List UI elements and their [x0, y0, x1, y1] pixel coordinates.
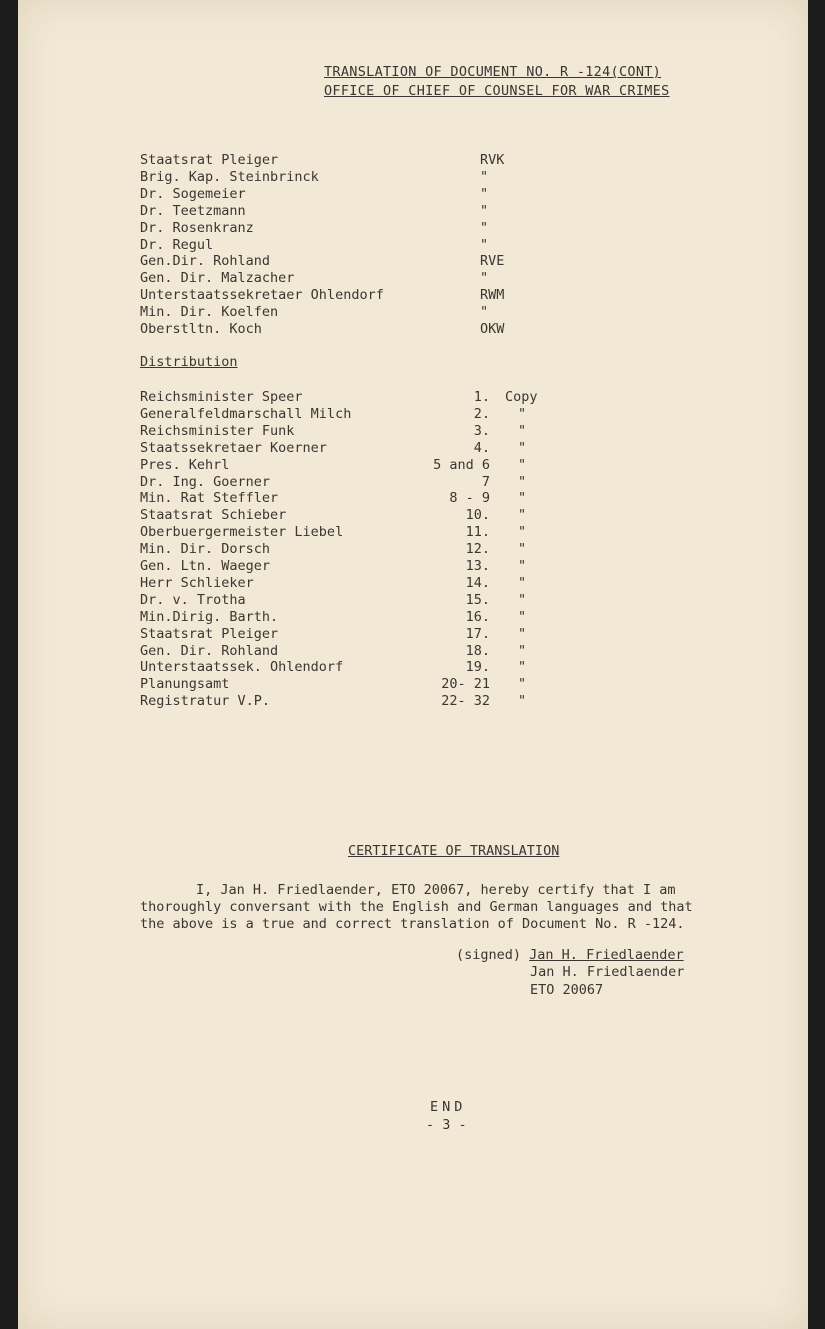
copy-number: 17.: [465, 625, 490, 642]
translator-name: Jan H. Friedlaender: [530, 964, 685, 980]
copy-number: 14.: [465, 574, 490, 591]
certificate-title: CERTIFICATE OF TRANSLATION: [348, 843, 560, 859]
recipient-name: Reichsminister Funk: [140, 422, 295, 439]
copy-number: 15.: [465, 591, 490, 608]
copy-label: ": [518, 558, 527, 574]
copy-label: ": [518, 693, 527, 710]
attendee-name: Gen.Dir. Rohland: [140, 253, 271, 270]
certificate-line-1: I, Jan H. Friedlaender, ETO 20067, hereby certify that I am: [196, 882, 676, 898]
certificate-line-2: thoroughly conversant with the English and German languages and that: [140, 899, 693, 915]
copy-label: Copy: [505, 389, 538, 405]
attendee-org: ": [480, 185, 489, 202]
recipient-name: Gen. Dir. Rohland: [140, 642, 279, 659]
copy-label: ": [518, 676, 527, 693]
attendee-org: ": [480, 270, 489, 287]
copy-number: 11.: [465, 524, 490, 541]
attendee-name: Oberstltn. Koch: [140, 321, 262, 337]
copy-number: 12.: [465, 541, 490, 558]
signed-name: Jan H. Friedlaender: [529, 947, 684, 963]
copy-label: ": [518, 473, 527, 490]
page-number: - 3 -: [426, 1117, 467, 1133]
recipient-name: Herr Schlieker: [140, 574, 254, 591]
attendee-name: Dr. Rosenkranz: [140, 219, 254, 236]
copy-label: ": [518, 490, 527, 507]
copy-label: ": [518, 439, 527, 456]
copy-label: ": [518, 608, 527, 625]
copy-label: ": [518, 659, 527, 676]
attendee-name: Unterstaatssekretaer Ohlendorf: [140, 287, 384, 304]
attendee-org: ": [480, 202, 489, 219]
recipient-name: Staatsrat Pleiger: [140, 625, 279, 642]
recipient-name: Reichsminister Speer: [140, 389, 303, 405]
header-office: OFFICE OF CHIEF OF COUNSEL FOR WAR CRIMES: [324, 83, 670, 99]
copy-label: ": [518, 422, 527, 439]
attendee-org: ": [480, 304, 489, 321]
copy-number: 10.: [465, 507, 490, 524]
copy-number: 2.: [473, 405, 490, 422]
attendee-name: Dr. Sogemeier: [140, 185, 246, 202]
attendee-org: ": [480, 236, 489, 253]
copy-number: 19.: [465, 659, 490, 676]
copy-number: 13.: [465, 558, 490, 574]
attendee-name: Brig. Kap. Steinbrinck: [140, 168, 319, 185]
copy-label: ": [518, 625, 527, 642]
attendee-org: RVE: [480, 253, 505, 270]
copy-number: 18.: [465, 642, 490, 659]
recipient-name: Pres. Kehrl: [140, 456, 230, 473]
attendee-org: OKW: [480, 321, 505, 337]
copy-number: 4.: [473, 439, 490, 456]
recipient-name: Min. Dir. Dorsch: [140, 541, 271, 558]
recipient-name: Planungsamt: [140, 676, 230, 693]
recipient-name: Min.Dirig. Barth.: [140, 608, 279, 625]
copy-number: 7: [481, 473, 490, 490]
header-title: TRANSLATION OF DOCUMENT NO. R -124(CONT): [324, 64, 662, 80]
recipient-name: Dr. v. Trotha: [140, 591, 246, 608]
attendee-name: Dr. Regul: [140, 236, 214, 253]
copy-number: 1.: [473, 389, 490, 405]
copy-number: 3.: [473, 422, 490, 439]
end-marker: END: [430, 1099, 467, 1115]
copy-number: 5 and 6: [433, 456, 490, 473]
recipient-name: Registratur V.P.: [140, 693, 271, 710]
recipient-name: Min. Rat Steffler: [140, 490, 279, 507]
copy-label: ": [518, 507, 527, 524]
copy-label: ": [518, 642, 527, 659]
recipient-name: Generalfeldmarschall Milch: [140, 405, 352, 422]
recipient-name: Oberbuergermeister Liebel: [140, 524, 344, 541]
copy-number: 8 - 9: [449, 490, 490, 507]
attendee-org: ": [480, 168, 489, 185]
copy-label: ": [518, 524, 527, 541]
signature-line: [456, 947, 684, 963]
copy-label: ": [518, 591, 527, 608]
recipient-name: Staatsrat Schieber: [140, 507, 287, 524]
attendee-org: RWM: [480, 287, 505, 304]
recipient-name: Dr. Ing. Goerner: [140, 473, 271, 490]
certificate-line-3: the above is a true and correct translation of Document No. R -124.: [140, 916, 685, 932]
attendee-name: Min. Dir. Koelfen: [140, 304, 279, 321]
attendee-org: RVK: [480, 152, 505, 168]
distribution-heading: Distribution: [140, 354, 238, 370]
copy-label: ": [518, 456, 527, 473]
copy-label: ": [518, 541, 527, 558]
copy-label: ": [518, 405, 527, 422]
document-page: [18, 0, 808, 1329]
attendee-name: Staatsrat Pleiger: [140, 152, 279, 168]
recipient-name: Staatssekretaer Koerner: [140, 439, 327, 456]
copy-number: 16.: [465, 608, 490, 625]
signed-prefix: (signed): [456, 947, 522, 963]
recipient-name: Unterstaatssek. Ohlendorf: [140, 659, 344, 676]
attendee-name: Dr. Teetzmann: [140, 202, 246, 219]
copy-number: 20- 21: [441, 676, 490, 693]
copy-label: ": [518, 574, 527, 591]
recipient-name: Gen. Ltn. Waeger: [140, 558, 271, 574]
copy-number: 22- 32: [441, 693, 490, 710]
attendee-name: Gen. Dir. Malzacher: [140, 270, 295, 287]
translator-eto: ETO 20067: [530, 982, 604, 998]
attendee-org: ": [480, 219, 489, 236]
